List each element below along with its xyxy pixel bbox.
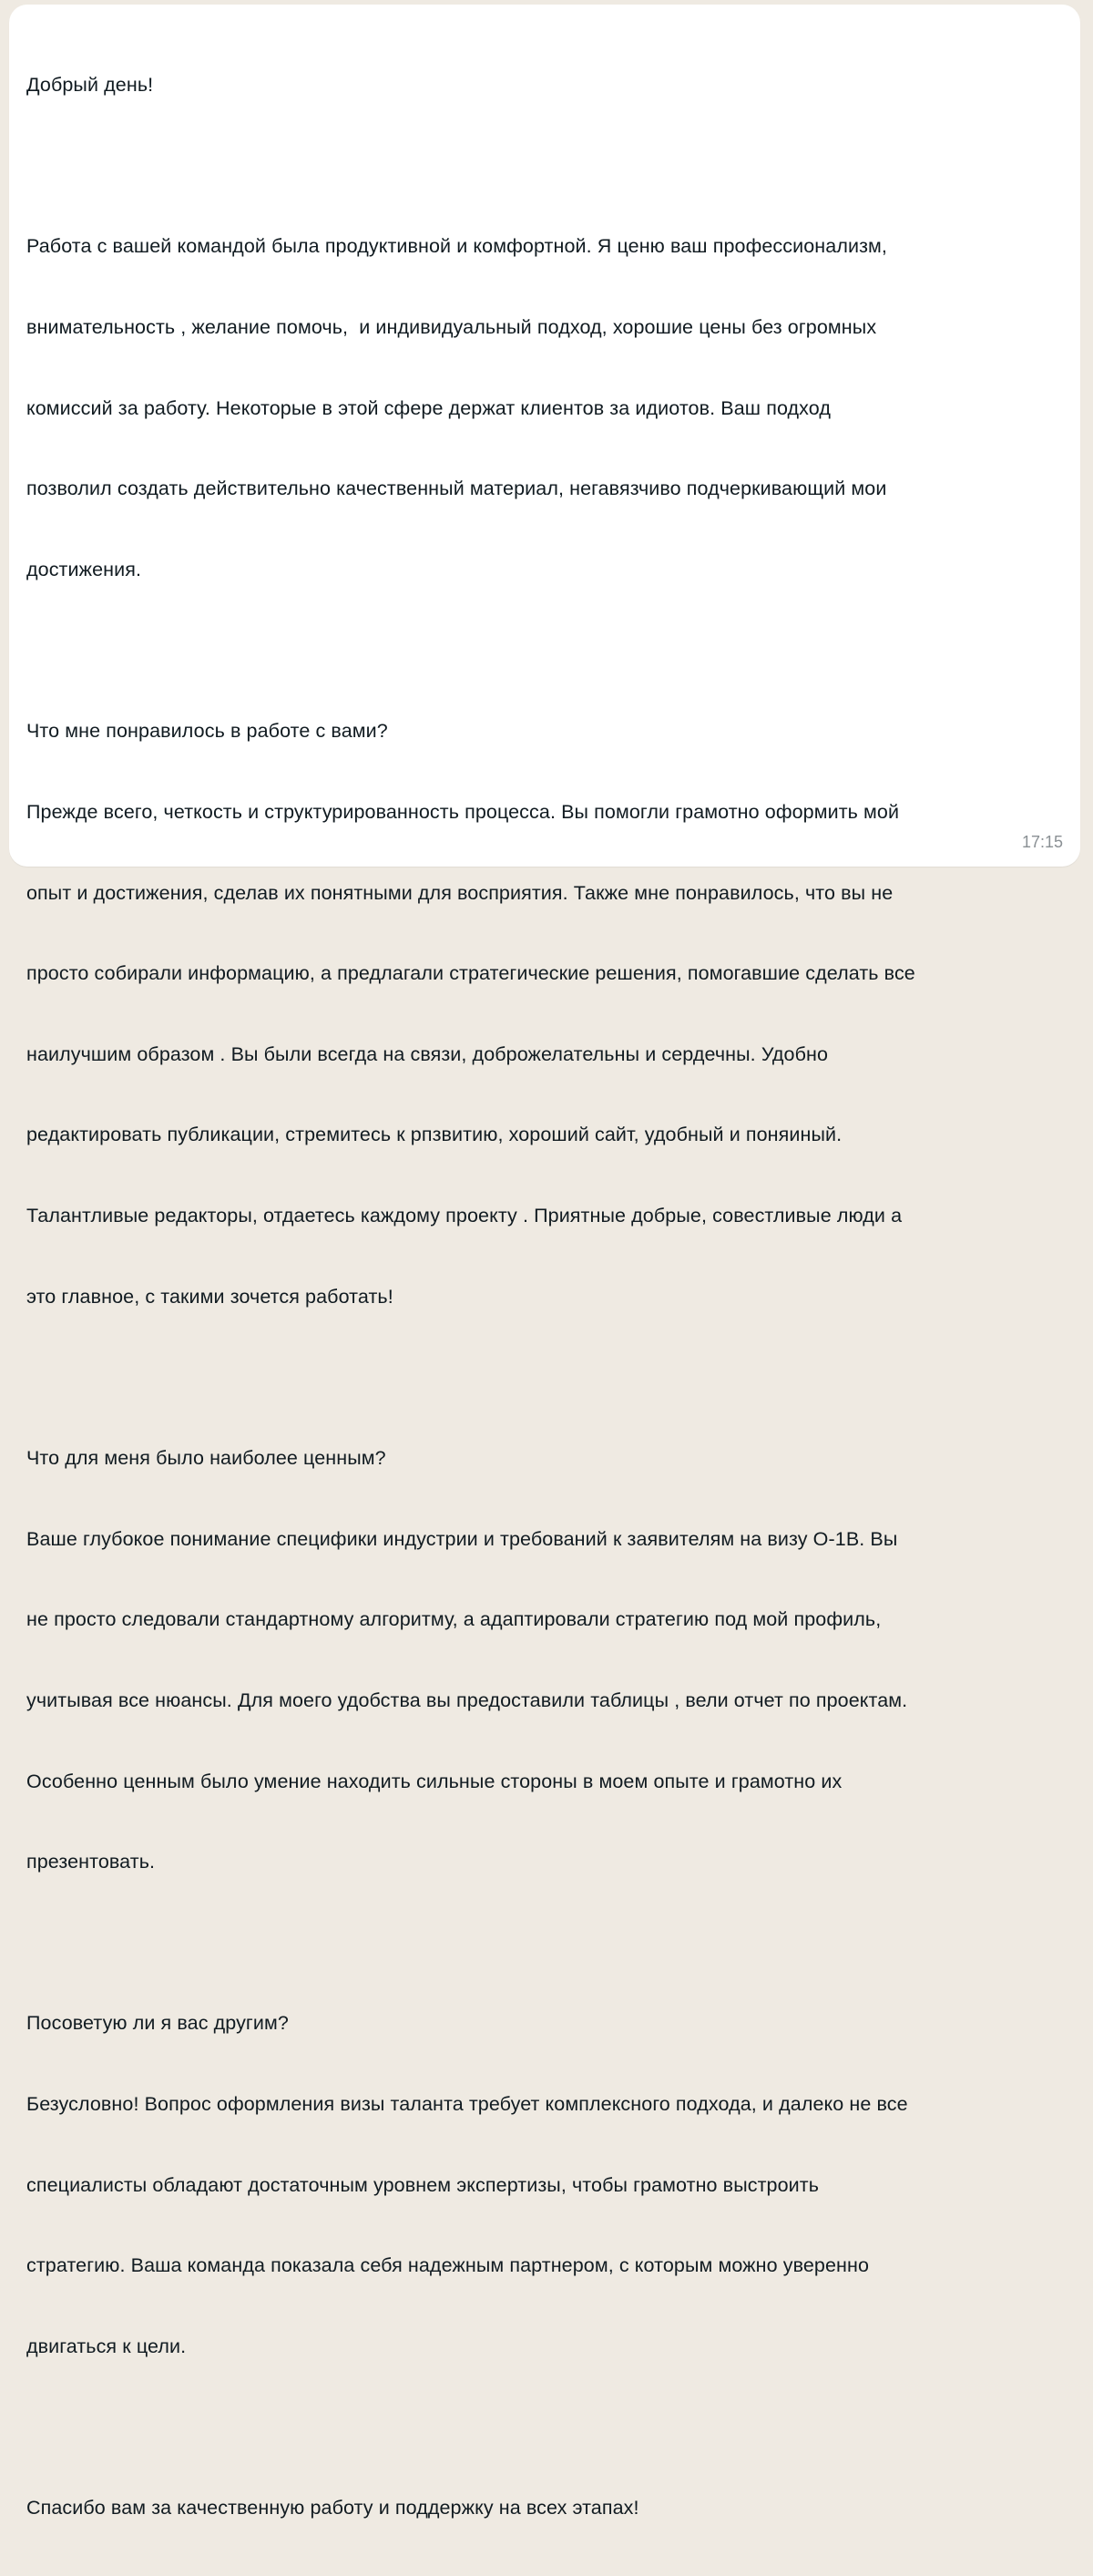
message-line: Особенно ценным было умение находить сильные стороны в моем опыте и грамотно их <box>26 1770 843 1792</box>
message-line: стратегию. Ваша команда показала себя надежным партнером, с которым можно уверенно <box>26 2254 870 2277</box>
message-line <box>26 638 1065 665</box>
message-line: Работа с вашей командой была продуктивной и комфортной. Я ценю ваш профессионализм, <box>26 235 887 258</box>
message-line: учитывая все нюансы. Для моего удобства вы предоставили таблицы , вели отчет по проектам. <box>26 1688 908 1711</box>
message-line: Спасибо вам за качественную работу и поддержку на всех этапах! <box>26 2497 639 2520</box>
message-text <box>26 18 1065 2576</box>
message-line: просто собирали информацию, а предлагали стратегические решения, помогавшие сделать все <box>26 962 915 985</box>
message-line: наилучшим образом . Вы были всегда на связи, доброжелательны и сердечны. Удобно <box>26 1042 829 1065</box>
message-line: Посоветую ли я вас другим? <box>26 2012 289 2035</box>
message-line: комиссий за работу. Некоторые в этой сфере держат клиентов за идиотов. Ваш подход <box>26 396 832 419</box>
message-line: опыт и достижения, сделав их понятными для восприятия. Также мне понравилось, что вы не <box>26 881 894 904</box>
message-line: достижения. <box>26 558 142 580</box>
message-line: Что мне понравилось в работе с вами? <box>26 720 388 743</box>
message-line: Что для меня было наиболее ценным? <box>26 1446 386 1469</box>
message-line: Добрый день! <box>26 74 154 97</box>
message-line: Прежде всего, четкость и структурированность процесса. Вы помогли грамотно оформить мой <box>26 800 900 823</box>
message-line: специалисты обладают достаточным уровнем экспертизы, чтобы грамотно выстроить <box>26 2173 820 2196</box>
message-line: презентовать. <box>26 1851 156 1873</box>
message-timestamp: 17:15 <box>1021 833 1063 851</box>
message-line: Безусловно! Вопрос оформления визы таланта требует комплексного подхода, и далеко не все <box>26 2093 908 2116</box>
message-line <box>26 1364 1065 1391</box>
message-line: это главное, с такими зочется работать! <box>26 1285 393 1308</box>
message-bubble[interactable] <box>9 5 1080 2520</box>
message-line <box>26 2415 1065 2442</box>
message-line: двигаться к цели. <box>26 2335 187 2358</box>
message-line: внимательность , желание помочь, и индивидуальный подход, хорошие цены без огромных <box>26 316 877 339</box>
message-line <box>26 1930 1065 1957</box>
message-line: не просто следовали стандартному алгоритму, а адаптировали стратегию под мой профиль, <box>26 1608 882 1631</box>
message-line: редактировать публикации, стремитесь к рпзвитию, хороший сайт, удобный и поняиный. <box>26 1124 843 1146</box>
message-line <box>26 153 1065 180</box>
message-line: Ваше глубокое понимание специфики индустрии и требований к заявителям на визу O-1B. Вы <box>26 1527 898 1550</box>
message-line: Талантливые редакторы, отдаетесь каждому проекту . Приятные добрые, совестливые люди а <box>26 1205 903 1227</box>
message-line: позволил создать действительно качественный материал, негавязчиво подчеркивающий мои <box>26 477 887 500</box>
